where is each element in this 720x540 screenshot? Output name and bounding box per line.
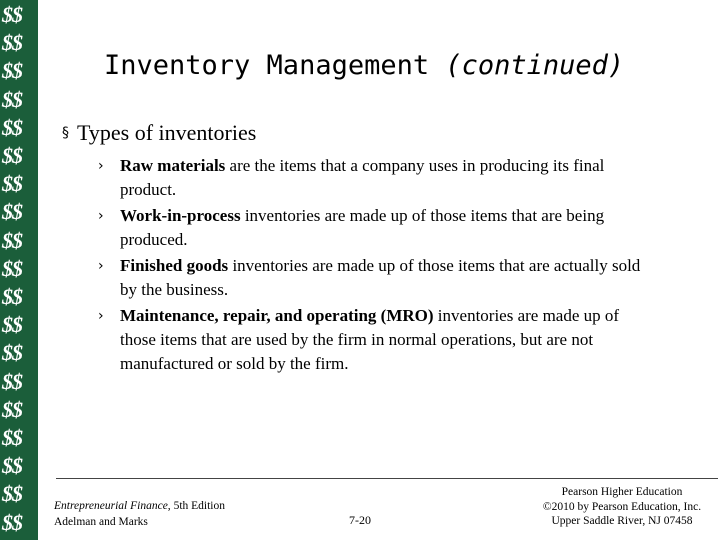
term: Raw materials	[120, 156, 226, 175]
chevron-right-icon: ›	[98, 208, 104, 224]
inventory-type-list	[96, 154, 656, 378]
dollar-glyph: $$	[2, 312, 22, 338]
dollar-glyph: $$	[2, 340, 22, 366]
dollar-glyph: $$	[2, 509, 22, 535]
dollar-glyph: $$	[2, 171, 22, 197]
dollar-glyph: $$	[2, 453, 22, 479]
book-title: Entrepreneurial Finance,	[54, 500, 171, 512]
publisher-line-1: Pearson Higher Education	[561, 486, 683, 498]
list-item	[96, 304, 656, 376]
publisher-line-2: ©2010 by Pearson Education, Inc.	[542, 500, 702, 513]
book-authors: Adelman and Marks	[54, 516, 148, 528]
dollar-glyph: $$	[2, 199, 22, 225]
footer-book-info	[54, 498, 225, 530]
dollar-glyph: $$	[2, 255, 22, 281]
list-item	[96, 254, 656, 302]
footer-publisher	[532, 485, 712, 529]
term: Finished goods	[120, 256, 229, 275]
dollar-sidebar	[0, 0, 38, 540]
chevron-right-icon: ›	[98, 258, 104, 274]
slide-title	[104, 50, 664, 81]
definition: inventories are made up of those items that are actually sold by the business.	[120, 256, 641, 299]
publisher-line-3: Upper Saddle River, NJ 07458	[551, 515, 693, 527]
dollar-glyph: $$	[2, 86, 22, 112]
book-edition: 5th Edition	[170, 500, 225, 512]
definition: are the items that a company uses in producing its final product.	[120, 156, 605, 199]
dollar-glyph: $$	[2, 114, 22, 140]
footer-divider	[56, 478, 718, 479]
dollar-glyph: $$	[2, 227, 22, 253]
main-bullet	[62, 120, 256, 146]
definition: inventories are made up of those items that are being produced.	[120, 206, 605, 249]
section-bullet-icon: §	[62, 125, 69, 141]
definition: inventories are made up of those items that are used by the firm in normal operations, but are not manufactured or sold by the firm.	[120, 306, 620, 373]
list-item	[96, 154, 656, 202]
dollar-glyph: $$	[2, 425, 22, 450]
main-bullet-text: Types of inventories	[77, 120, 257, 145]
dollar-glyph: $$	[2, 58, 22, 84]
list-item	[96, 204, 656, 252]
term: Work-in-process	[120, 206, 241, 225]
dollar-glyph: $$	[2, 481, 22, 507]
dollar-glyph: $$	[2, 284, 22, 309]
term: Maintenance, repair, and operating (MRO)	[120, 306, 434, 325]
title-main: Inventory Management	[104, 50, 430, 81]
dollar-glyph: $$	[2, 396, 22, 422]
chevron-right-icon: ›	[98, 308, 104, 324]
dollar-glyph: $$	[2, 143, 22, 168]
dollar-glyph: $$	[2, 30, 22, 56]
chevron-right-icon: ›	[98, 158, 104, 174]
title-italic: (continued)	[445, 50, 625, 81]
dollar-glyph: $$	[2, 368, 22, 394]
dollar-glyph: $$	[2, 2, 22, 27]
page-number: 7-20	[349, 513, 371, 527]
